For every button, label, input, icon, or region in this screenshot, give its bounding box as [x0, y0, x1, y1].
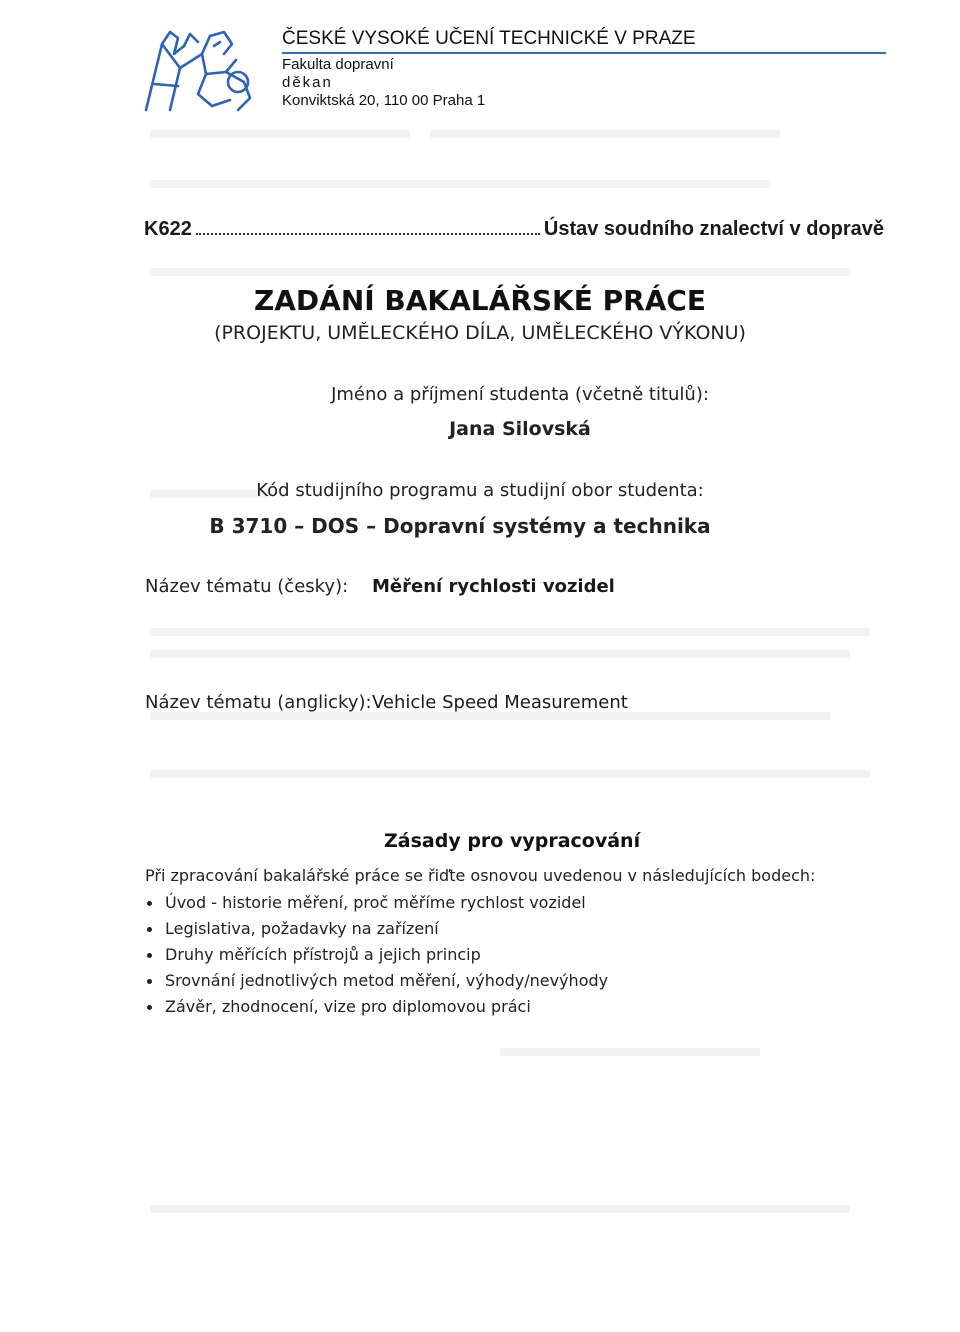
list-item: Srovnání jednotlivých metod měření, výhody/nevýhody	[145, 968, 608, 994]
topic-en-value: Vehicle Speed Measurement	[372, 692, 628, 713]
dean-label: děkan	[282, 74, 333, 91]
list-item: Úvod - historie měření, proč měříme rychlost vozidel	[145, 890, 608, 916]
guidelines-list	[145, 890, 608, 1020]
topic-cz-label: Název tématu (česky):	[145, 576, 349, 597]
list-item: Druhy měřících přístrojů a jejich princip	[145, 942, 608, 968]
guidelines-heading: Zásady pro vypracování	[384, 830, 641, 852]
guidelines-intro: Při zpracování bakalářské práce se řiďte osnovou uvedenou v následujících bodech:	[145, 866, 816, 885]
department-code: K622	[144, 218, 192, 240]
list-item: Legislativa, požadavky na zařízení	[145, 916, 608, 942]
topic-cz-value: Měření rychlosti vozidel	[372, 576, 615, 597]
ctu-lion-logo-icon	[140, 24, 258, 114]
letterhead-rule	[282, 52, 886, 54]
faculty-name: Fakulta dopravní	[282, 56, 394, 73]
document-title: ZADÁNÍ BAKALÁŘSKÉ PRÁCE	[253, 284, 707, 317]
program-value: B 3710 – DOS – Dopravní systémy a technika	[209, 514, 711, 538]
list-item: Závěr, zhodnocení, vize pro diplomovou práci	[145, 994, 608, 1020]
dotted-leader	[196, 219, 540, 235]
university-name: ČESKÉ VYSOKÉ UČENÍ TECHNICKÉ V PRAZE	[282, 28, 696, 49]
department-name: Ústav soudního znalectví v dopravě	[543, 218, 884, 240]
document-subtitle: (PROJEKTU, UMĚLECKÉHO DÍLA, UMĚLECKÉHO VÝKONU)	[214, 322, 746, 344]
department-line	[144, 218, 884, 241]
student-name: Jana Silovská	[449, 418, 591, 440]
program-label: Kód studijního programu a studijní obor studenta:	[256, 480, 704, 501]
address: Konviktská 20, 110 00 Praha 1	[282, 92, 486, 109]
student-label: Jméno a příjmení studenta (včetně titulů):	[331, 384, 709, 405]
topic-en-label: Název tématu (anglicky):	[145, 692, 372, 713]
